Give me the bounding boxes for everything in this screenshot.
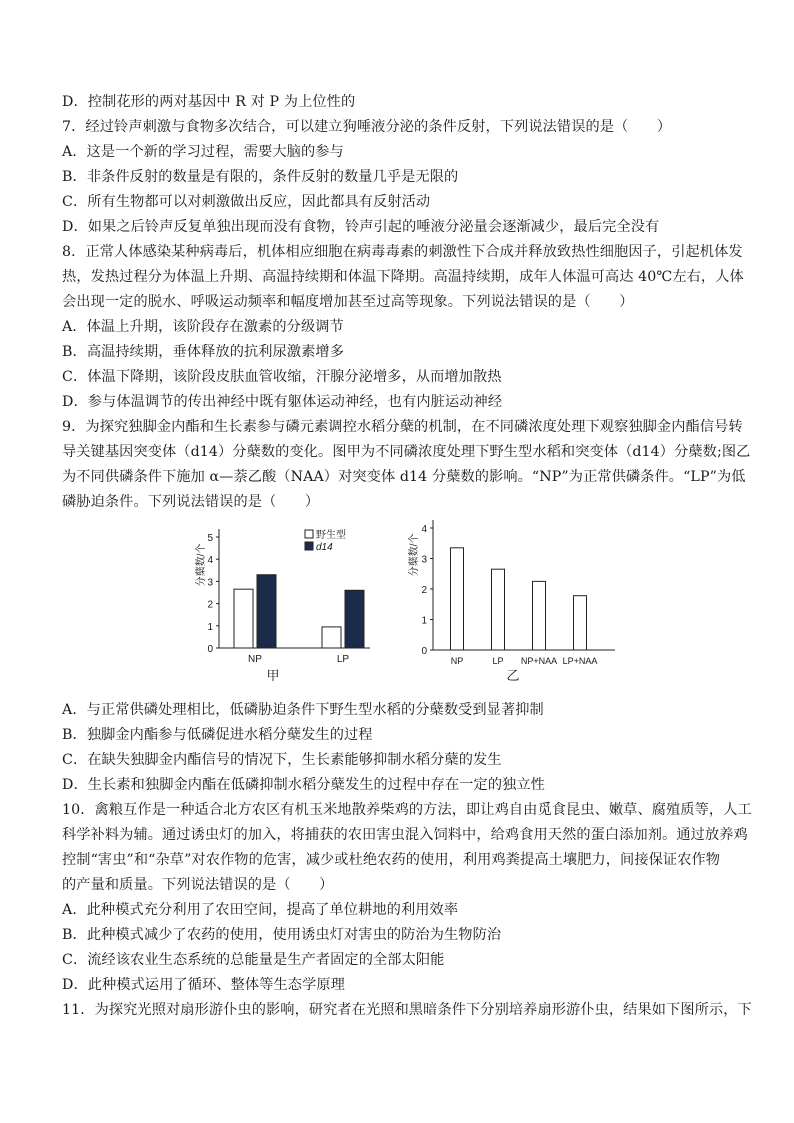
text-line: 控制“害虫”和“杂草”对农作物的危害，减少或杜绝农药的使用，利用鸡粪提高土壤肥力，间接保证农作物 <box>62 852 721 868</box>
y-tick-label: 1 <box>207 621 213 633</box>
text-line: A．此种模式充分利用了农田空间，提高了单位耕地的利用效率 <box>62 902 459 918</box>
y-tick-label: 4 <box>207 555 213 567</box>
y-tick-label: 0 <box>207 644 213 655</box>
text-line: D．此种模式运用了循环、整体等生态学原理 <box>62 977 345 993</box>
category-label: LP+NAA <box>562 656 598 666</box>
figure-jia <box>195 520 395 699</box>
category-label: NP <box>248 654 262 665</box>
text-line: A．体温上升期，该阶段存在激素的分级调节 <box>62 319 344 335</box>
text-line: C．体温下降期，该阶段皮肤血管收缩，汗腺分泌增多，从而增加散热 <box>62 369 502 385</box>
text-line: C．流经该农业生态系统的总能量是生产者固定的全部太阳能 <box>62 952 445 968</box>
text-line: A．这是一个新的学习过程，需要大脑的参与 <box>62 144 344 160</box>
chart-jia <box>195 520 395 695</box>
figure-yi <box>405 520 625 699</box>
text-line: 9．为探究独脚金内酯和生长素参与磷元素调控水稻分蘖的机制，在不同磷浓度处理下观察独脚金内酯信号转 <box>62 419 743 435</box>
y-tick-label: 2 <box>421 585 427 596</box>
category-label: NP+NAA <box>520 656 558 666</box>
legend-swatch <box>305 530 313 538</box>
y-axis-label: 分蘖数/个 <box>196 543 207 587</box>
bar <box>257 575 276 648</box>
text-line: 7．经过铃声刺激与食物多次结合，可以建立狗唾液分泌的条件反射，下列说法错误的是（ ） <box>62 119 672 135</box>
y-tick-label: 5 <box>207 533 213 544</box>
text-line: 8．正常人体感染某种病毒后，机体相应细胞在病毒毒素的刺激性下合成并释放致热性细胞因子，引起机体发 <box>62 244 743 260</box>
legend-label: 野生型 <box>316 530 346 541</box>
text-line: 为不同供磷条件下施加 α—萘乙酸（NAA）对突变体 d14 分蘖数的影响。“NP”为正常供磷条件。“LP”为低 <box>62 469 746 485</box>
text-line: D．参与体温调节的传出神经中既有躯体运动神经，也有内脏运动神经 <box>62 394 503 410</box>
legend-swatch <box>305 542 313 550</box>
text-line: 磷胁迫条件。下列说法错误的是（ ） <box>62 494 320 510</box>
text-line: 导关键基因突变体（d14）分蘖数的变化。图甲为不同磷浓度处理下野生型水稻和突变体（d14）分蘖数;图乙 <box>62 444 751 460</box>
text-line: 的产量和质量。下列说法错误的是（ ） <box>62 877 334 893</box>
y-tick-label: 3 <box>421 554 427 566</box>
text-line: D．如果之后铃声反复单独出现而没有食物，铃声引起的唾液分泌量会逐渐减少，最后完全没有 <box>62 219 660 235</box>
text-line: D．控制花形的两对基因中 R 对 P 为上位性的 <box>62 94 356 110</box>
y-tick-label: 4 <box>421 524 427 535</box>
text-line: 10．禽粮互作是一种适合北方农区有机玉米地散养柴鸡的方法，即让鸡自由觅食昆虫、嫩草、腐殖质等，人工 <box>62 802 752 818</box>
text-line: D．生长素和独脚金内酯在低磷抑制水稻分蘖发生的过程中存在一定的独立性 <box>62 777 545 793</box>
text-line: C．所有生物都可以对刺激做出反应，因此都具有反射活动 <box>62 194 431 210</box>
y-tick-label: 3 <box>207 577 213 589</box>
bar <box>234 589 253 648</box>
text-line: C．在缺失独脚金内酯信号的情况下，生长素能够抑制水稻分蘖的发生 <box>62 752 502 768</box>
y-axis-label: 分蘖数/个 <box>409 533 420 577</box>
category-label: LP <box>492 656 504 666</box>
bar <box>451 548 464 650</box>
text-line: B．非条件反射的数量是有限的，条件反射的数量几乎是无限的 <box>62 169 459 185</box>
text-line: B．独脚金内酯参与低磷促进水稻分蘖发生的过程 <box>62 727 373 743</box>
y-tick-label: 1 <box>421 615 427 627</box>
legend-label: d14 <box>316 542 333 553</box>
bar <box>322 627 341 648</box>
text-line: A．与正常供磷处理相比，低磷胁迫条件下野生型水稻的分蘖数受到显著抑制 <box>62 702 544 718</box>
text-line: 科学补料为辅。通过诱虫灯的加入，将捕获的农田害虫混入饲料中，给鸡食用天然的蛋白添加剂。通过放养鸡 <box>62 827 748 843</box>
chart-yi <box>405 520 625 695</box>
bar <box>533 581 546 650</box>
y-tick-label: 0 <box>421 646 427 657</box>
text-line: 11．为探究光照对扇形游仆虫的影响，研究者在光照和黑暗条件下分别培养扇形游仆虫，结果如下图所示，下 <box>62 1002 752 1018</box>
bar <box>492 569 505 650</box>
category-label: LP <box>336 654 350 665</box>
panel-label: 乙 <box>506 668 520 683</box>
y-tick-label: 2 <box>207 599 213 611</box>
bar <box>574 596 587 650</box>
text-line: 热，发热过程分为体温上升期、高温持续期和体温下降期。高温持续期，成年人体温可高达 40℃左右，人体 <box>62 269 744 285</box>
text-line: B．高温持续期，垂体释放的抗利尿激素增多 <box>62 344 344 360</box>
text-line: 会出现一定的脱水、呼吸运动频率和幅度增加甚至过高等现象。下列说法错误的是（ ） <box>62 294 634 310</box>
category-label: NP <box>450 656 464 666</box>
text-line: B．此种模式减少了农药的使用，使用诱虫灯对害虫的防治为生物防治 <box>62 927 502 943</box>
bar <box>345 590 364 648</box>
panel-label: 甲 <box>266 668 280 683</box>
